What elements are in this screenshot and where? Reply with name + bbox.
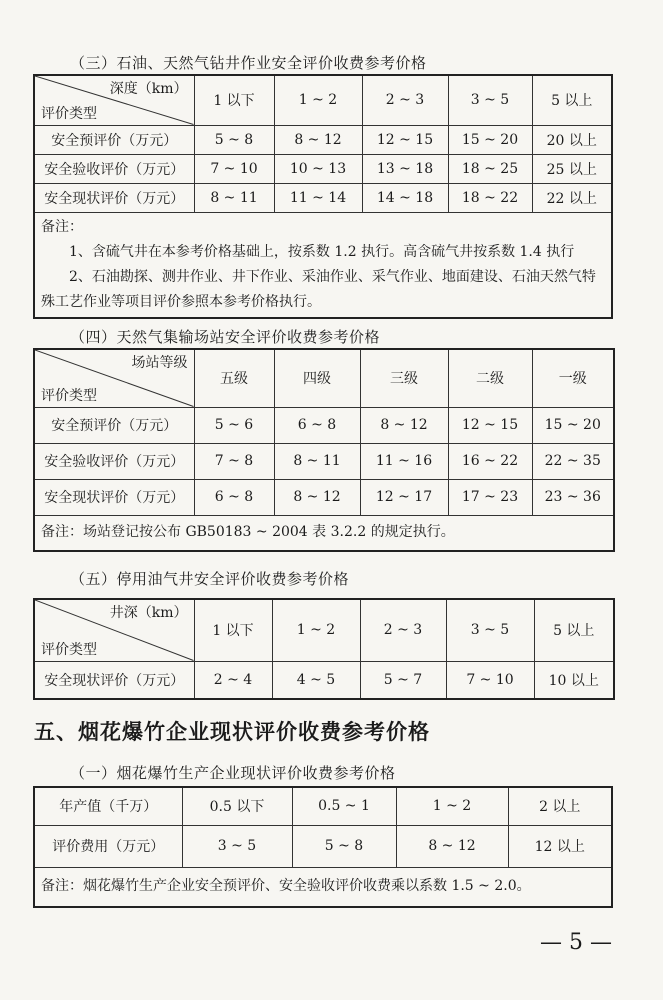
column-header: 3 ~ 5	[446, 599, 534, 661]
note-item-1: 1、含硫气井在本参考价格基础上，按系数 1.2 执行。高含硫气井按系数 1.4 执行	[69, 243, 575, 260]
gas-station-price-table	[33, 348, 615, 552]
table-cell: 12 ~ 17	[360, 479, 448, 515]
table-cell: 5 ~ 6	[194, 407, 274, 443]
table-cell: 25 以上	[532, 154, 612, 183]
table-cell: 22 ~ 35	[532, 443, 614, 479]
table-row	[34, 407, 614, 443]
corner-top-label: 深度（km）	[109, 81, 188, 97]
table-row	[34, 825, 612, 867]
table-cell: 20 以上	[532, 125, 612, 154]
table-cell: 4 ~ 5	[272, 661, 360, 699]
table-cell: 11 ~ 16	[360, 443, 448, 479]
table-row	[34, 661, 614, 699]
column-header: 5 以上	[534, 599, 614, 661]
row-label: 评价费用（万元）	[34, 825, 182, 867]
section5-title: （五）停用油气井安全评价收费参考价格	[70, 570, 350, 588]
corner-top-label: 场站等级	[131, 355, 188, 371]
table-row	[34, 443, 614, 479]
table-cell: 15 ~ 20	[448, 125, 532, 154]
table-cell: 10 ~ 13	[274, 154, 362, 183]
corner-bottom-label: 评价类型	[41, 641, 97, 658]
column-header: 一级	[532, 349, 614, 407]
column-header: 三级	[360, 349, 448, 407]
corner-top-label: 井深（km）	[109, 605, 188, 621]
page-number: — 5 —	[540, 930, 612, 955]
table-cell: 5 ~ 8	[292, 825, 396, 867]
table-cell: 13 ~ 18	[362, 154, 448, 183]
table-cell: 12 ~ 15	[362, 125, 448, 154]
row-label: 安全验收评价（万元）	[34, 443, 194, 479]
table-cell: 1 ~ 2	[396, 787, 508, 825]
table-cell: 8 ~ 12	[274, 125, 362, 154]
column-header: 四级	[274, 349, 360, 407]
column-header: 2 ~ 3	[362, 75, 448, 125]
column-header: 2 ~ 3	[360, 599, 446, 661]
table-corner	[34, 349, 194, 407]
fireworks-price-table	[33, 786, 613, 908]
table-row	[34, 154, 612, 183]
table-note: 备注：烟花爆竹生产企业安全预评价、安全验收评价收费乘以系数 1.5 ~ 2.0。	[34, 867, 612, 907]
column-header: 1 ~ 2	[272, 599, 360, 661]
column-header: 3 ~ 5	[448, 75, 532, 125]
table-cell: 7 ~ 10	[446, 661, 534, 699]
table-note	[34, 212, 612, 318]
table-cell: 16 ~ 22	[448, 443, 532, 479]
table-cell: 17 ~ 23	[448, 479, 532, 515]
table-cell: 8 ~ 11	[194, 183, 274, 212]
table-cell: 2 以上	[508, 787, 612, 825]
table-cell: 6 ~ 8	[194, 479, 274, 515]
table-cell: 5 ~ 7	[360, 661, 446, 699]
corner-bottom-label: 评价类型	[41, 105, 97, 122]
column-header: 1 以下	[194, 75, 274, 125]
section4-title: （四）天然气集输场站安全评价收费参考价格	[70, 328, 381, 346]
row-label: 安全预评价（万元）	[34, 125, 194, 154]
table-note: 备注：场站登记按公布 GB50183 ~ 2004 表 3.2.2 的规定执行。	[34, 515, 614, 551]
table-row	[34, 183, 612, 212]
row-label: 安全预评价（万元）	[34, 407, 194, 443]
fireworks-subtitle: （一）烟花爆竹生产企业现状评价收费参考价格	[70, 764, 396, 782]
table-cell: 10 以上	[534, 661, 614, 699]
table-cell: 0.5 以下	[182, 787, 292, 825]
table-cell: 8 ~ 12	[396, 825, 508, 867]
idle-well-price-table	[33, 598, 615, 700]
table-cell: 14 ~ 18	[362, 183, 448, 212]
table-row	[34, 479, 614, 515]
table-cell: 12 ~ 15	[448, 407, 532, 443]
table-cell: 11 ~ 14	[274, 183, 362, 212]
table-cell: 3 ~ 5	[182, 825, 292, 867]
table-cell: 15 ~ 20	[532, 407, 614, 443]
table-cell: 6 ~ 8	[274, 407, 360, 443]
drilling-price-table	[33, 74, 613, 319]
note-item-2: 2、石油勘探、测井作业、井下作业、采油作业、采气作业、地面建设、石油天然气特殊工艺作业等项目评价参照本参考价格执行。	[41, 268, 596, 310]
table-cell: 8 ~ 12	[360, 407, 448, 443]
column-header: 二级	[448, 349, 532, 407]
table-corner	[34, 75, 194, 125]
table-cell: 8 ~ 11	[274, 443, 360, 479]
table-cell: 7 ~ 10	[194, 154, 274, 183]
row-label: 年产值（千万）	[34, 787, 182, 825]
row-label: 安全现状评价（万元）	[34, 661, 194, 699]
section3-title: （三）石油、天然气钻井作业安全评价收费参考价格	[70, 54, 427, 72]
table-cell: 18 ~ 22	[448, 183, 532, 212]
table-cell: 5 ~ 8	[194, 125, 274, 154]
column-header: 5 以上	[532, 75, 612, 125]
table-cell: 18 ~ 25	[448, 154, 532, 183]
table-cell: 23 ~ 36	[532, 479, 614, 515]
row-label: 安全现状评价（万元）	[34, 479, 194, 515]
table-row	[34, 787, 612, 825]
table-cell: 0.5 ~ 1	[292, 787, 396, 825]
table-row	[34, 125, 612, 154]
table-cell: 2 ~ 4	[194, 661, 272, 699]
column-header: 五级	[194, 349, 274, 407]
column-header: 1 ~ 2	[274, 75, 362, 125]
row-label: 安全现状评价（万元）	[34, 183, 194, 212]
table-cell: 22 以上	[532, 183, 612, 212]
table-cell: 7 ~ 8	[194, 443, 274, 479]
table-corner	[34, 599, 194, 661]
row-label: 安全验收评价（万元）	[34, 154, 194, 183]
corner-bottom-label: 评价类型	[41, 387, 97, 404]
table-cell: 12 以上	[508, 825, 612, 867]
column-header: 1 以下	[194, 599, 272, 661]
table-cell: 8 ~ 12	[274, 479, 360, 515]
note-head: 备注：	[41, 218, 83, 235]
chapter-heading: 五、烟花爆竹企业现状评价收费参考价格	[34, 719, 430, 744]
